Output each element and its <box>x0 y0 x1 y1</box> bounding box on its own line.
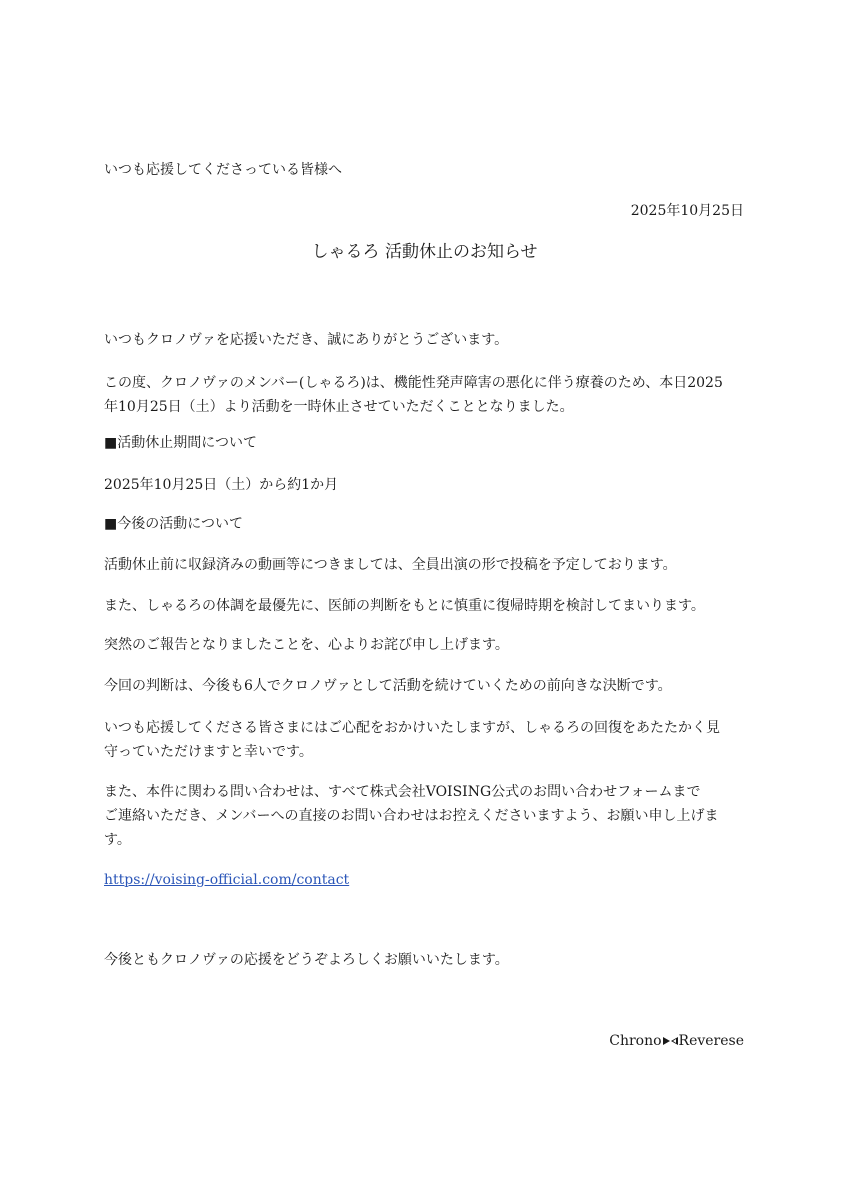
play-triangle-left-icon <box>671 1037 678 1045</box>
signature-part-1: Chrono <box>609 1033 662 1049</box>
paragraph-contact-line-2: ご連絡いただき、メンバーへの直接のお問い合わせはお控えくださいますよう、お願い申し上げま <box>104 808 719 824</box>
closing-line: 今後ともクロノヴァの応援をどうぞよろしくお願いいたします。 <box>104 952 509 968</box>
paragraph-worry-line-1: いつも応援してくださる皆さまにはご心配をおかけいたしますが、しゃるろの回復をあたたかく見 <box>104 720 720 736</box>
signature <box>609 1029 744 1053</box>
paragraph-health: また、しゃるろの体調を最優先に、医師の判断をもとに慎重に復帰時期を検討してまいります。 <box>104 598 705 614</box>
paragraph-announcement-line-2: 年10月25日（土）より活動を一時休止させていただくこととなりました。 <box>104 399 574 415</box>
contact-link[interactable]: https://voising-official.com/contact <box>104 872 350 888</box>
greeting: いつもクロノヴァを応援いただき、誠にありがとうございます。 <box>104 332 509 348</box>
paragraph-worry-line-2: 守っていただけますと幸いです。 <box>104 744 313 760</box>
letter-date: 2025年10月25日 <box>630 203 744 219</box>
section-heading-future-activities: ■今後の活動について <box>104 516 243 532</box>
section-heading-hiatus-period: ■活動休止期間について <box>104 435 257 451</box>
paragraph-decision: 今回の判断は、今後も6人でクロノヴァとして活動を続けていくための前向きな決断です。 <box>104 678 672 694</box>
paragraph-announcement-line-1: この度、クロノヴァのメンバー(しゃるろ)は、機能性発声障害の悪化に伴う療養のため、本日2025 <box>104 375 723 391</box>
paragraph-contact-line-3: す。 <box>104 832 131 848</box>
salutation: いつも応援してくださっている皆様へ <box>104 162 342 178</box>
paragraph-contact-line-1: また、本件に関わる問い合わせは、すべて株式会社VOISING公式のお問い合わせフォームまで <box>104 784 701 800</box>
letter-title: しゃるろ 活動休止のお知らせ <box>311 242 538 262</box>
play-triangle-right-icon <box>663 1037 670 1045</box>
signature-part-2: Reverese <box>678 1033 744 1049</box>
future-activities-text: 活動休止前に収録済みの動画等につきましては、全員出演の形で投稿を予定しております。 <box>104 557 677 573</box>
paragraph-apology: 突然のご報告となりましたことを、心よりお詫び申し上げます。 <box>104 637 509 653</box>
hiatus-period-text: 2025年10月25日（土）から約1か月 <box>104 477 339 493</box>
